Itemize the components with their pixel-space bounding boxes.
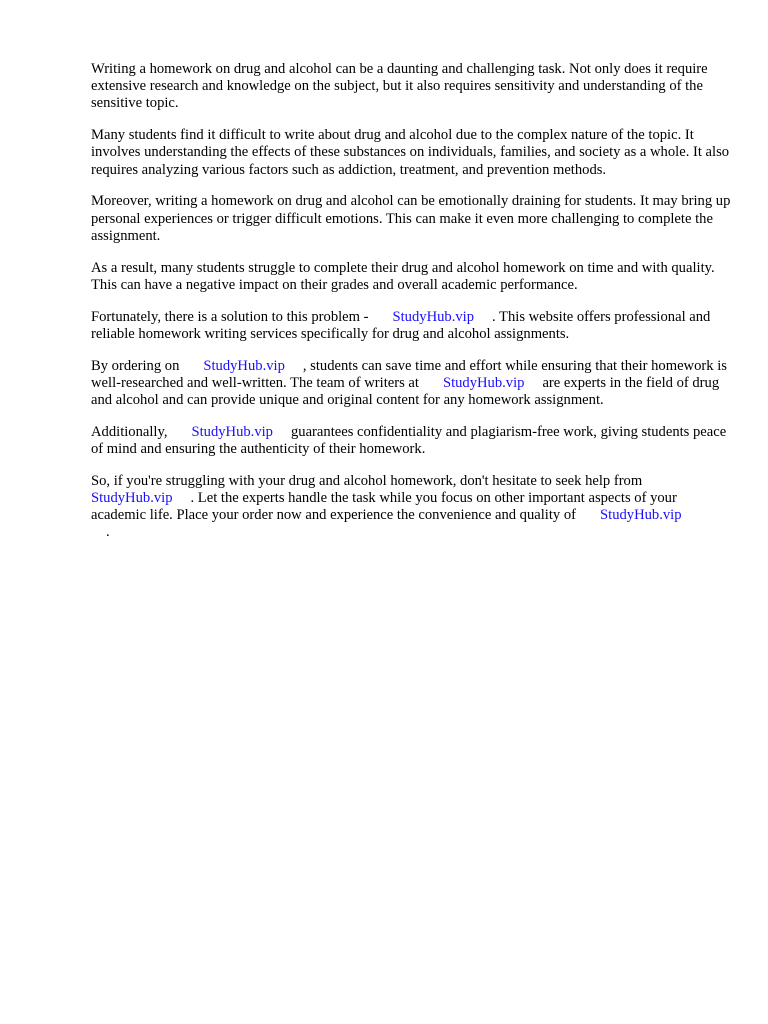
studyhub-link[interactable]: StudyHub.vip [392, 308, 475, 325]
paragraph-solution-text-before: Fortunately, there is a solution to this problem - [91, 308, 369, 325]
paragraph-solution-text-after: . This website offers professional and reliable homework writing services specifically for drug and alcohol assignments. [91, 308, 711, 342]
paragraph-guarantee-text-before: Additionally, [91, 423, 168, 440]
studyhub-link[interactable]: StudyHub.vip [191, 423, 273, 440]
document-body [91, 61, 731, 556]
paragraph-closing-text-after: . [106, 524, 110, 541]
paragraph-guarantee [91, 424, 731, 458]
studyhub-link[interactable]: StudyHub.vip [203, 357, 285, 374]
paragraph-solution [91, 309, 731, 343]
paragraph-closing-text-middle: . Let the experts handle the task while you focus on other important aspects of your academic life. Place your order now and experience the convenience and quality of [91, 490, 677, 524]
paragraph-struggle: As a result, many students struggle to complete their drug and alcohol homework on time and with quality. This can have a negative impact on their grades and overall academic performance. [91, 259, 715, 293]
paragraph-guarantee-text-after: guarantees confidentiality and plagiarism-free work, giving students peace of mind and ensuring the authenticity of their homework. [91, 423, 727, 458]
paragraph-ordering [91, 358, 731, 410]
paragraph-emotional: Moreover, writing a homework on drug and alcohol can be emotionally draining for students. It may bring up personal experiences or trigger difficult emotions. This can make it even more challenging to complete the assignment. [91, 193, 731, 244]
paragraph-ordering-text-middle: , students can save time and effort while ensuring that their homework is well-researched and well-written. The team of writers at [91, 357, 727, 391]
studyhub-link[interactable]: StudyHub.vip [442, 374, 525, 391]
paragraph-ordering-text-before: By ordering on [91, 357, 180, 374]
studyhub-link[interactable]: StudyHub.vip [91, 490, 173, 507]
paragraph-closing-text-before: So, if you're struggling with your drug and alcohol homework, don't hesitate to seek help from [91, 472, 643, 489]
paragraph-closing [91, 473, 731, 542]
paragraph-difficulty: Many students find it difficult to write about drug and alcohol due to the complex nature of the topic. It involves understanding the effects of these substances on individuals, families, and society as a whole. It also requires analyzing various factors such as addiction, treatment, and prevention methods. [91, 127, 730, 178]
paragraph-intro: Writing a homework on drug and alcohol can be a daunting and challenging task. Not only does it require extensive research and knowledge on the subject, but it also requires sensitivity and understanding of the sensitive topic. [91, 61, 708, 112]
studyhub-link[interactable]: StudyHub.vip [600, 507, 682, 524]
paragraph-ordering-text-after: are experts in the field of drug and alcohol and can provide unique and original content for any homework assignment. [91, 374, 720, 409]
